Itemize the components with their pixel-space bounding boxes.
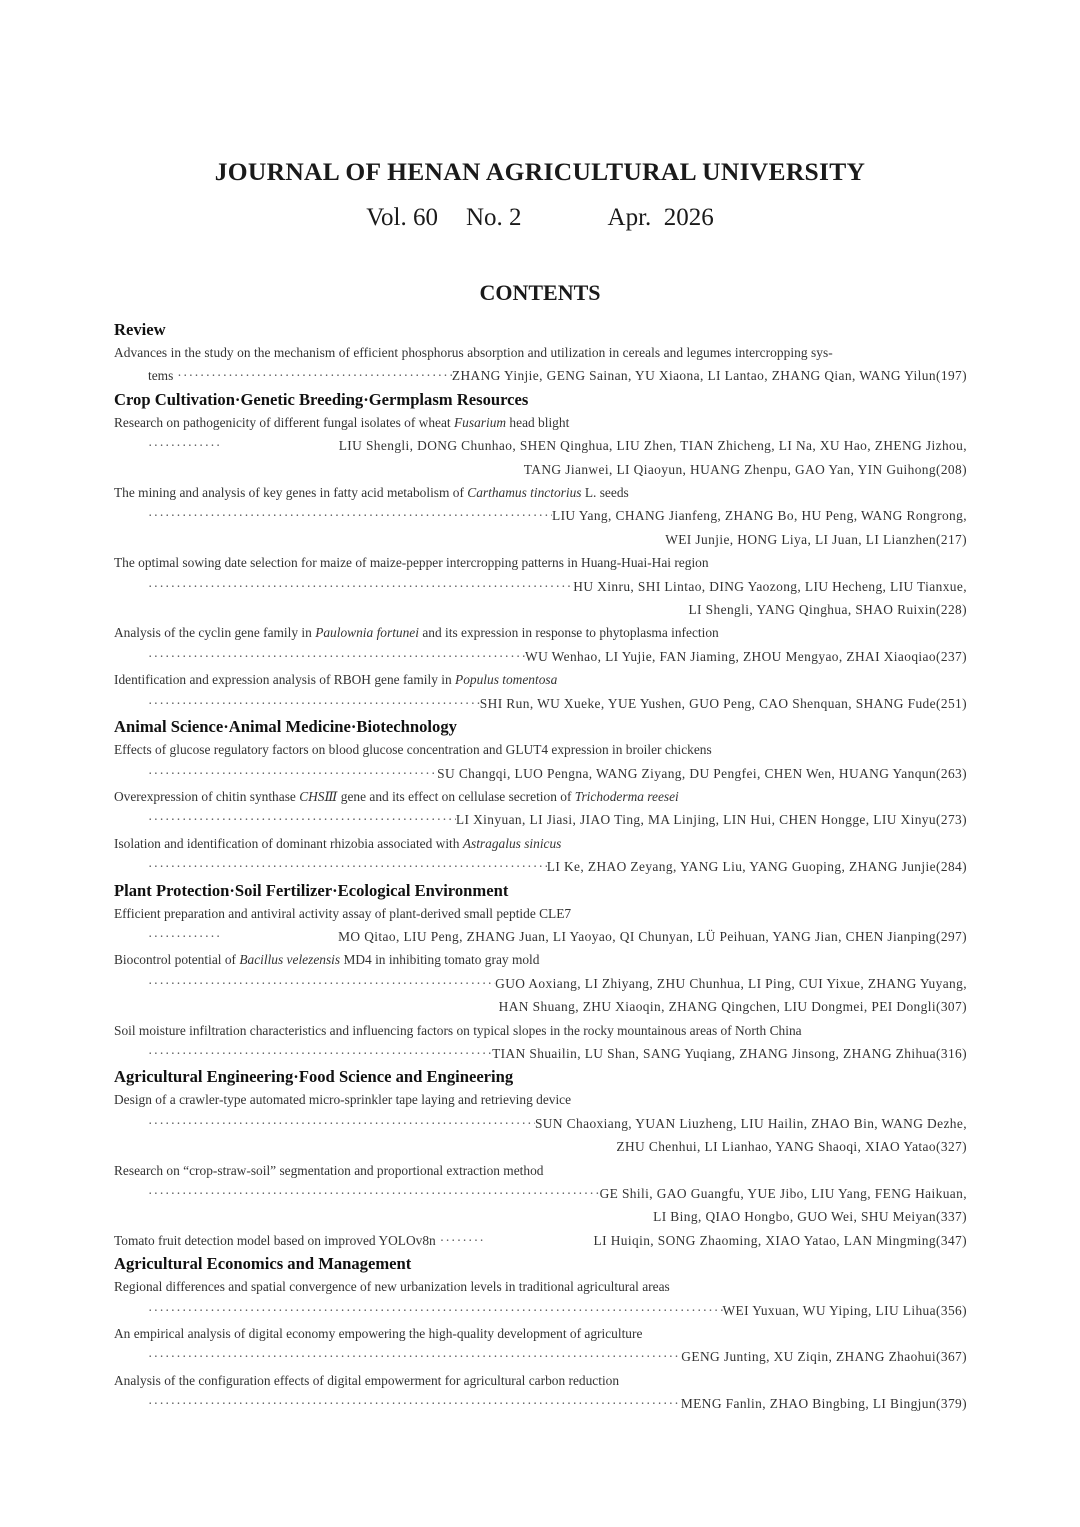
article-authors: ····· WEI Yuxuan, WU Yiping, LIU Lihua(356)	[114, 1299, 967, 1322]
article-authors: ····· TIAN Shuailin, LU Shan, SANG Yuqiang, ZHANG Jinsong, ZHANG Zhihua(316)	[114, 1042, 967, 1065]
article-authors-continued: WEI Junjie, HONG Liya, LI Juan, LI Lianzhen(217)	[665, 531, 967, 547]
table-of-contents	[114, 318, 967, 1416]
dot-leader	[177, 364, 452, 387]
dot-leader	[148, 762, 437, 785]
article-title[interactable]: Biocontrol potential of Bacillus velezensis MD4 in inhibiting tomato gray mold	[114, 952, 540, 968]
article-title[interactable]: Analysis of the configuration effects of digital empowerment for agricultural carbon reduction	[114, 1372, 620, 1388]
section-heading: Agricultural Economics and Management	[114, 1254, 412, 1274]
article-authors: ····· SU Changqi, LUO Pengna, WANG Ziyang, DU Pengfei, CHEN Wen, HUANG Yanqun(263)	[114, 762, 967, 785]
article-authors: ····· HU Xinru, SHI Lintao, DING Yaozong, LIU Hecheng, LIU Tianxue,	[114, 575, 967, 598]
dot-leader	[148, 855, 547, 878]
section-heading: Crop Cultivation·Genetic Breeding·Germplasm Resources	[114, 389, 529, 409]
article-authors: ····· LI Ke, ZHAO Zeyang, YANG Liu, YANG Guoping, ZHANG Junjie(284)	[114, 855, 967, 878]
article-title[interactable]: Soil moisture infiltration characteristics and influencing factors on typical slopes in the rocky mountainous areas of North China	[114, 1022, 802, 1038]
article-title[interactable]: Research on “crop-straw-soil” segmentation and proportional extraction method	[114, 1162, 544, 1178]
article-title[interactable]: Advances in the study on the mechanism of efficient phosphorus absorption and utilization in cereals and legumes intercropping sys-	[114, 345, 833, 360]
article-authors: ····· SUN Chaoxiang, YUAN Liuzheng, LIU Hailin, ZHAO Bin, WANG Dezhe,	[114, 1112, 967, 1135]
article-title[interactable]: Isolation and identification of dominant rhizobia associated with Astragalus sinicus	[114, 835, 562, 851]
article-authors-continued: LI Bing, QIAO Hongbo, GUO Wei, SHU Meiyan(337)	[653, 1209, 967, 1225]
dot-leader	[148, 1112, 535, 1135]
section-heading: Agricultural Engineering·Food Science and Engineering	[114, 1067, 514, 1087]
article-authors-continued: TANG Jianwei, LI Qiaoyun, HUANG Zhenpu, GAO Yan, YIN Guihong(208)	[523, 461, 967, 477]
article-title[interactable]: An empirical analysis of digital economy empowering the high-quality development of agriculture	[114, 1326, 643, 1342]
article-authors: ····· LIU Shengli, DONG Chunhao, SHEN Qinghua, LIU Zhen, TIAN Zhicheng, LI Na, XU Hao, ZHENG Jizhou,	[114, 434, 967, 457]
article-authors: ····· SHI Run, WU Xueke, YUE Yushen, GUO Peng, CAO Shenquan, SHANG Fude(251)	[114, 692, 967, 715]
article-title[interactable]: Tomato fruit detection model based on improved YOLOv8n	[114, 1232, 436, 1248]
dot-leader	[148, 1042, 492, 1065]
dot-leader	[148, 925, 222, 948]
article-authors-continued: ZHU Chenhui, LI Lianhao, YANG Shaoqi, XIAO Yatao(327)	[616, 1139, 967, 1155]
article-authors: LI Huiqin, SONG Zhaoming, XIAO Yatao, LAN Mingming(347)	[593, 1232, 967, 1248]
article-authors: ····· GE Shili, GAO Guangfu, YUE Jibo, LIU Yang, FENG Haikuan,	[114, 1182, 967, 1205]
article-authors: ····· GENG Junting, XU Ziqin, ZHANG Zhaohui(367)	[114, 1345, 967, 1368]
article-title[interactable]: The optimal sowing date selection for maize of maize-pepper intercropping patterns in Huang-Huai-Hai region	[114, 555, 709, 571]
section-heading: Animal Science·Animal Medicine·Biotechnology	[114, 717, 457, 737]
article-authors: ····· WU Wenhao, LI Yujie, FAN Jiaming, ZHOU Mengyao, ZHAI Xiaoqiao(237)	[114, 645, 967, 668]
article-authors: ····· LIU Yang, CHANG Jianfeng, ZHANG Bo, HU Peng, WANG Rongrong,	[114, 504, 967, 527]
article-title[interactable]: Identification and expression analysis of RBOH gene family in Populus tomentosa	[114, 672, 558, 688]
dot-leader	[148, 575, 573, 598]
dot-leader	[148, 808, 456, 831]
article-title[interactable]: Efficient preparation and antiviral activity assay of plant-derived small peptide CLE7	[114, 905, 572, 921]
article-authors-continued: LI Shengli, YANG Qinghua, SHAO Ruixin(228)	[688, 602, 967, 618]
article-title[interactable]: Overexpression of chitin synthase CHSⅢ gene and its effect on cellulase secretion of Trichoderma reesei	[114, 788, 679, 804]
dot-leader	[148, 692, 480, 715]
issue-date: Apr. 2026	[607, 204, 714, 231]
article-entry	[114, 1229, 967, 1252]
issue-number: No. 2	[465, 204, 522, 231]
issue-line	[0, 204, 1080, 232]
dot-leader	[148, 1182, 600, 1205]
dot-leader	[148, 1345, 681, 1368]
dot-leader	[148, 504, 552, 527]
article-title[interactable]: Research on pathogenicity of different fungal isolates of wheat Fusarium head blight	[114, 414, 570, 430]
article-title[interactable]: The mining and analysis of key genes in fatty acid metabolism of Carthamus tinctorius L. seeds	[114, 485, 629, 501]
article-title[interactable]: Analysis of the cyclin gene family in Paulownia fortunei and its expression in response to phytoplasma infection	[114, 625, 719, 641]
article-title[interactable]: Regional differences and spatial convergence of new urbanization levels in traditional agricultural areas	[114, 1279, 670, 1295]
article-authors: ····· MO Qitao, LIU Peng, ZHANG Juan, LI Yaoyao, QI Chunyan, LÜ Peihuan, YANG Jian, CHEN Jianping(297)	[114, 925, 967, 948]
article-title[interactable]: Design of a crawler-type automated micro-sprinkler tape laying and retrieving device	[114, 1092, 572, 1108]
article-authors: ····· GUO Aoxiang, LI Zhiyang, ZHU Chunhua, LI Ping, CUI Yixue, ZHANG Yuyang,	[114, 972, 967, 995]
article-title[interactable]: Effects of glucose regulatory factors on blood glucose concentration and GLUT4 expression in broiler chickens	[114, 742, 712, 758]
dot-leader	[148, 972, 495, 995]
dot-leader	[148, 1392, 681, 1415]
journal-title: JOURNAL OF HENAN AGRICULTURAL UNIVERSITY	[214, 157, 866, 186]
dot-leader	[148, 434, 222, 457]
volume: Vol. 60	[366, 204, 438, 231]
article-authors: ····· MENG Fanlin, ZHAO Bingbing, LI Bingjun(379)	[114, 1392, 967, 1415]
dot-leader	[436, 1229, 484, 1252]
contents-heading: CONTENTS	[479, 280, 601, 305]
article-title-continued[interactable]: tems	[148, 368, 174, 384]
section-heading: Review	[114, 320, 166, 339]
article-authors-continued: HAN Shuang, ZHU Xiaoqin, ZHANG Qingchen, LIU Dongmei, PEI Dongli(307)	[498, 999, 967, 1015]
dot-leader	[148, 645, 525, 668]
section-heading: Plant Protection·Soil Fertilizer·Ecological Environment	[114, 880, 509, 900]
article-authors: tems ····· ZHANG Yinjie, GENG Sainan, YU Xiaona, LI Lantao, ZHANG Qian, WANG Yilun(197)	[114, 364, 967, 387]
article-authors: ····· LI Xinyuan, LI Jiasi, JIAO Ting, MA Linjing, LIN Hui, CHEN Hongge, LIU Xinyu(273)	[114, 808, 967, 831]
dot-leader	[148, 1299, 723, 1322]
